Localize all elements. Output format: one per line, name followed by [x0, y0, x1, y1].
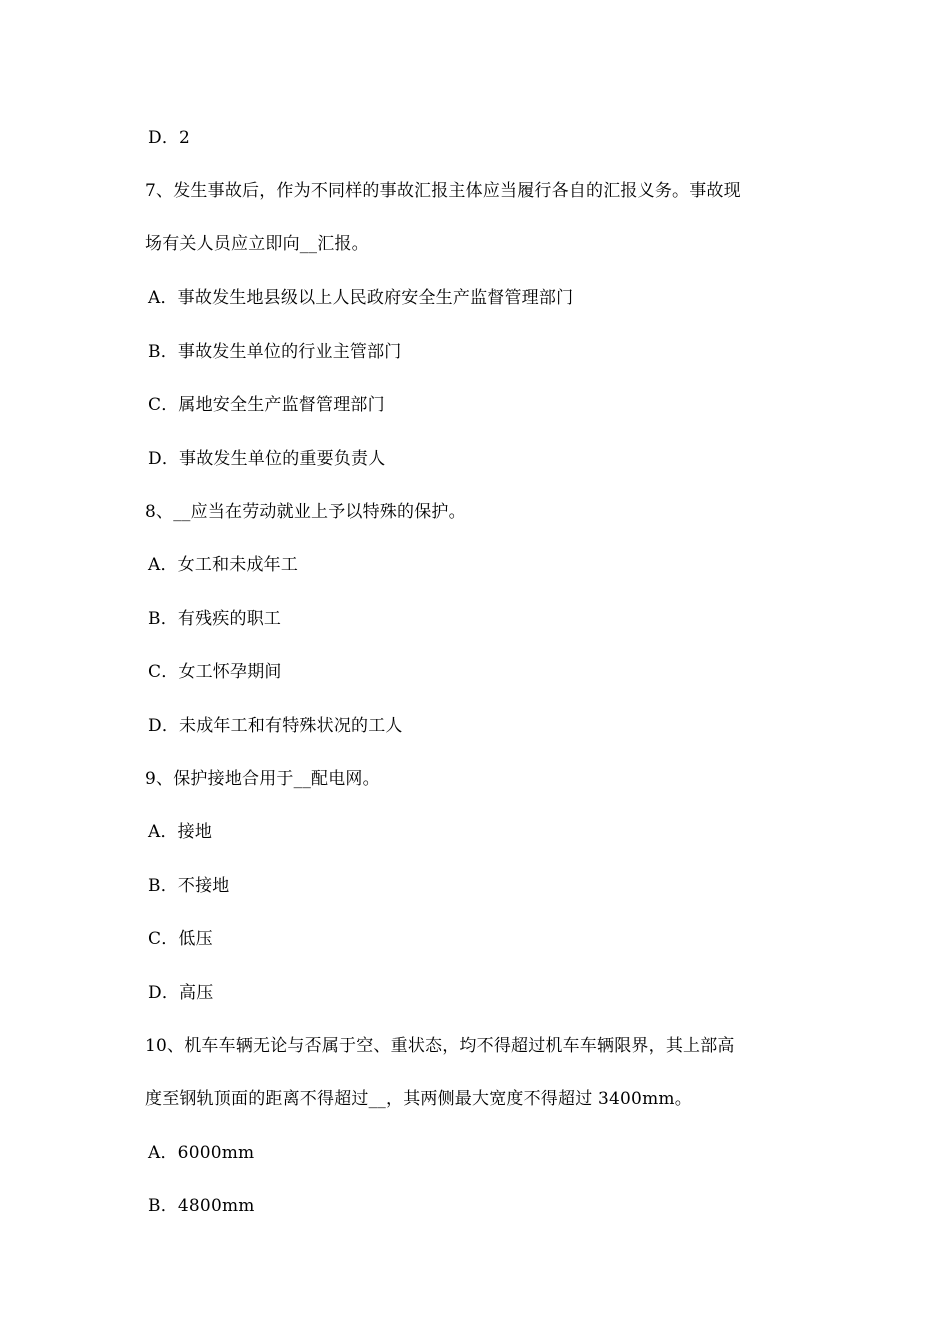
option-b-q8: B．有残疾的职工: [148, 609, 282, 629]
option-c-q8: C．女工怀孕期间: [148, 662, 282, 682]
option-d-q6: D．2: [148, 128, 191, 148]
option-c-q9: C．低压: [148, 929, 213, 949]
question-10-line-2: 度至钢轨顶面的距离不得超过__，其两侧最大宽度不得超过 3400mm。: [145, 1089, 692, 1109]
option-b-q9: B．不接地: [148, 876, 230, 896]
option-b-q10: B．4800mm: [148, 1196, 255, 1216]
option-a-q8: A．女工和未成年工: [148, 555, 299, 575]
option-d-q7: D．事故发生单位的重要负责人: [148, 449, 386, 469]
question-7-line-1: 7、发生事故后，作为不同样的事故汇报主体应当履行各自的汇报义务。事故现: [145, 181, 741, 201]
question-7-line-2: 场有关人员应立即向__汇报。: [145, 234, 369, 254]
option-a-q10: A．6000mm: [148, 1143, 255, 1163]
option-b-q7: B．事故发生单位的行业主管部门: [148, 342, 402, 362]
option-c-q7: C．属地安全生产监督管理部门: [148, 395, 385, 415]
question-10-line-1: 10、机车车辆无论与否属于空、重状态，均不得超过机车车辆限界，其上部高: [145, 1036, 735, 1056]
option-d-q8: D．未成年工和有特殊状况的工人: [148, 716, 403, 736]
option-a-q7: A．事故发生地县级以上人民政府安全生产监督管理部门: [148, 288, 574, 308]
option-a-q9: A．接地: [148, 822, 213, 842]
question-9: 9、保护接地合用于__配电网。: [145, 769, 380, 789]
option-d-q9: D．高压: [148, 983, 214, 1003]
question-8: 8、__应当在劳动就业上予以特殊的保护。: [145, 502, 466, 522]
